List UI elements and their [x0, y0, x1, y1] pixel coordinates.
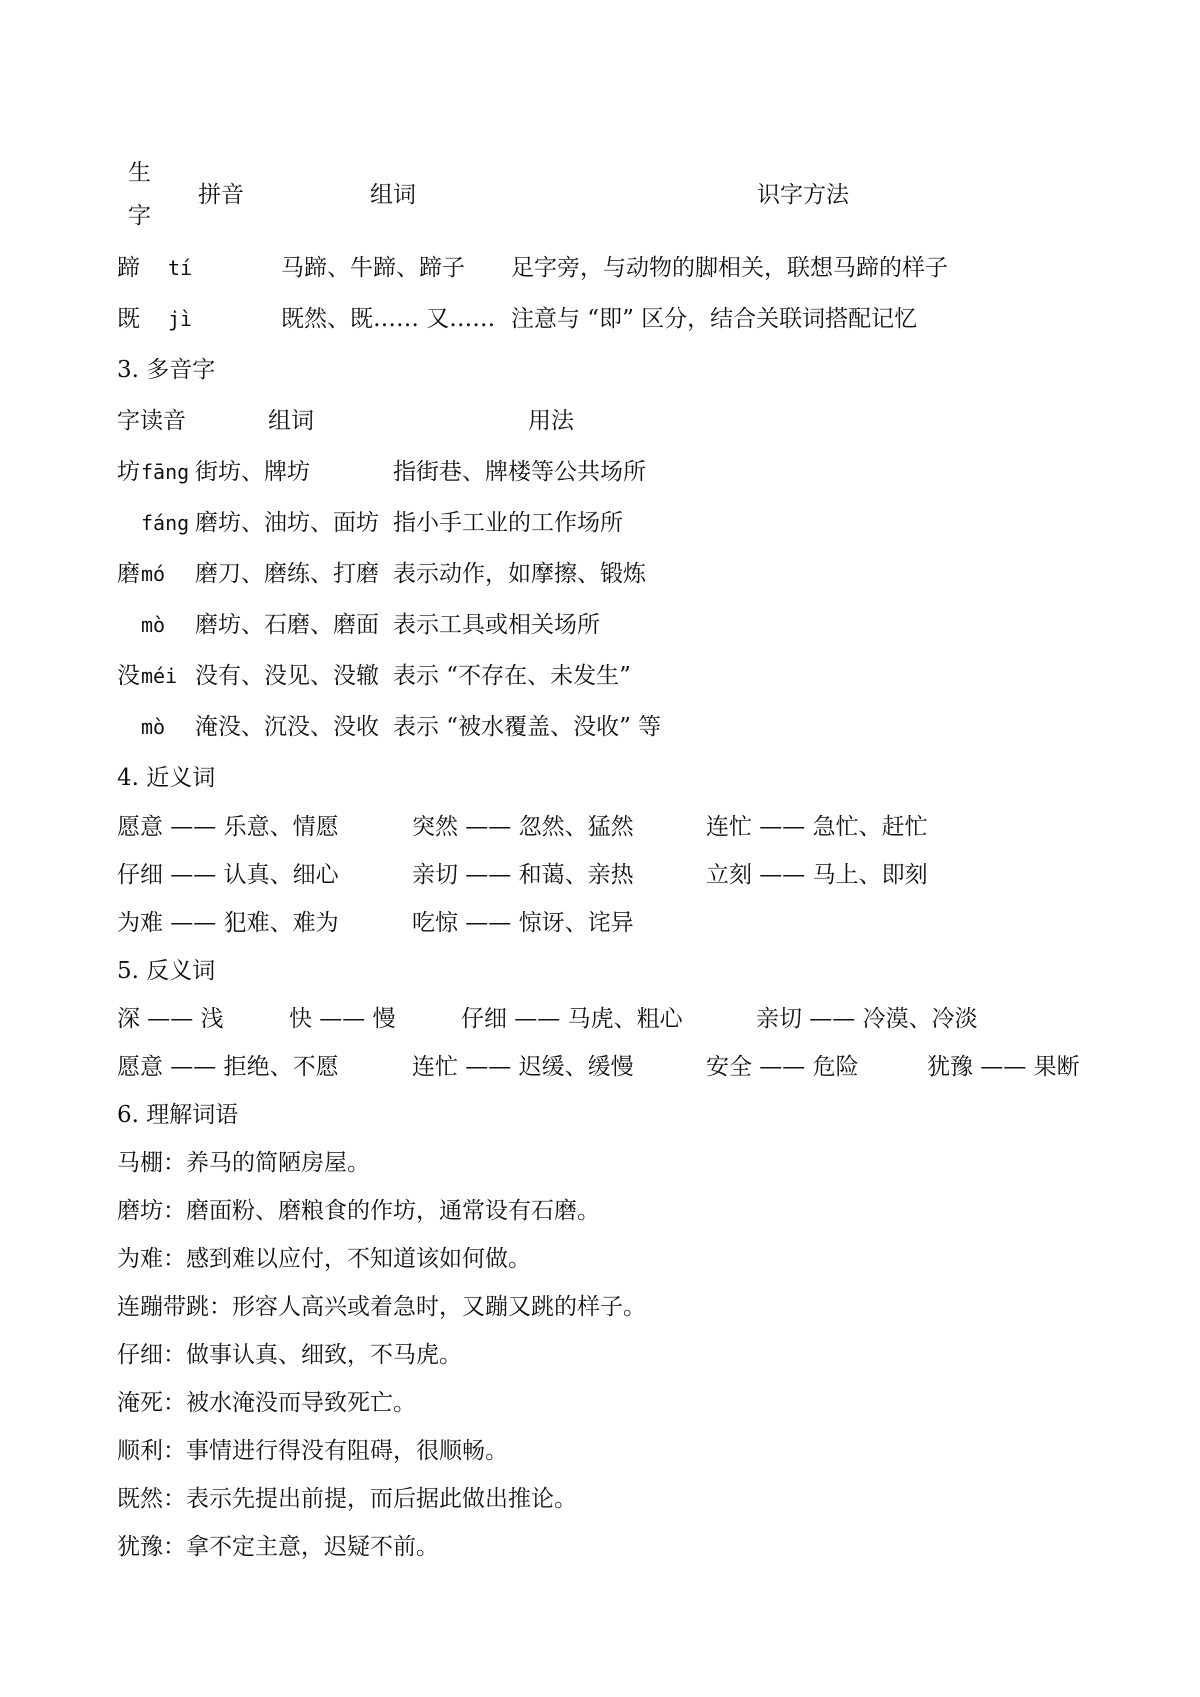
synonym-item: 吃惊 —— 惊讶、诧异 — [412, 910, 634, 936]
row-usage: 指街巷、牌楼等公共场所 — [393, 459, 646, 485]
antonym-item: 愿意 —— 拒绝、不愿 — [117, 1054, 339, 1080]
synonym-item: 亲切 —— 和蔼、亲热 — [412, 862, 634, 888]
row-usage: 表示 “被水覆盖、没收” 等 — [393, 714, 662, 740]
row-char: 既 — [117, 306, 140, 332]
row-words: 磨坊、石磨、磨面 — [195, 612, 379, 638]
synonym-item: 愿意 —— 乐意、情愿 — [117, 814, 339, 840]
antonym-item: 犹豫 —— 果断 — [927, 1054, 1080, 1080]
row-words: 街坊、牌坊 — [195, 459, 310, 485]
header-usage: 用法 — [528, 408, 574, 434]
row-words: 马蹄、牛蹄、蹄子 — [281, 255, 465, 281]
definition-item: 淹死：被水淹没而导致死亡。 — [117, 1390, 416, 1416]
row-method: 足字旁，与动物的脚相关，联想马蹄的样子 — [511, 255, 948, 281]
row-method: 注意与 “即” 区分，结合关联词搭配记忆 — [511, 306, 918, 332]
antonym-item: 亲切 —— 冷漠、冷淡 — [756, 1006, 978, 1032]
definition-item: 磨坊：磨面粉、磨粮食的作坊，通常设有石磨。 — [117, 1198, 600, 1224]
header-method: 识字方法 — [757, 182, 849, 208]
row-char: 磨 — [117, 561, 140, 587]
definition-item: 为难：感到难以应付，不知道该如何做。 — [117, 1246, 531, 1272]
row-char: 蹄 — [117, 255, 140, 281]
row-char: 没 — [117, 663, 140, 689]
row-pinyin: mò — [141, 715, 166, 739]
row-usage: 指小手工业的工作场所 — [393, 510, 623, 536]
row-usage: 表示工具或相关场所 — [393, 612, 600, 638]
row-words: 既然、既…… 又…… — [281, 306, 496, 332]
row-pinyin: mò — [141, 613, 166, 637]
row-pinyin: fáng — [141, 511, 190, 535]
definition-item: 犹豫：拿不定主意，迟疑不前。 — [117, 1534, 439, 1560]
synonym-item: 立刻 —— 马上、即刻 — [706, 862, 928, 888]
row-pinyin: méi — [141, 664, 178, 688]
header-words: 组词 — [370, 182, 416, 208]
synonym-item: 为难 —— 犯难、难为 — [117, 910, 339, 936]
synonym-item: 突然 —— 忽然、猛然 — [412, 814, 634, 840]
row-pinyin: jì — [168, 307, 193, 331]
row-char: 坊 — [117, 459, 140, 485]
section-heading: 3. 多音字 — [117, 357, 216, 383]
antonym-item: 连忙 —— 迟缓、缓慢 — [412, 1054, 634, 1080]
synonym-item: 连忙 —— 急忙、赶忙 — [706, 814, 928, 840]
definition-item: 马棚：养马的简陋房屋。 — [117, 1150, 370, 1176]
definition-item: 顺利：事情进行得没有阻碍，很顺畅。 — [117, 1438, 508, 1464]
row-usage: 表示动作，如摩擦、锻炼 — [393, 561, 646, 587]
antonym-item: 深 —— 浅 — [117, 1006, 224, 1032]
definition-item: 仔细：做事认真、细致，不马虎。 — [117, 1342, 462, 1368]
definition-item: 既然：表示先提出前提，而后据此做出推论。 — [117, 1486, 577, 1512]
row-words: 磨坊、油坊、面坊 — [195, 510, 379, 536]
row-pinyin: fāng — [141, 460, 190, 484]
row-pinyin: mó — [141, 562, 166, 586]
row-pinyin: tí — [168, 256, 193, 280]
header-pinyin: 拼音 — [198, 182, 244, 208]
header-char-top: 生 — [128, 160, 151, 186]
header-words: 组词 — [268, 408, 314, 434]
row-words: 淹没、沉没、没收 — [195, 714, 379, 740]
definition-item: 连蹦带跳：形容人高兴或着急时，又蹦又跳的样子。 — [117, 1294, 646, 1320]
synonym-item: 仔细 —— 认真、细心 — [117, 862, 339, 888]
section-heading: 5. 反义词 — [117, 958, 216, 984]
row-words: 没有、没见、没辙 — [195, 663, 379, 689]
antonym-item: 仔细 —— 马虎、粗心 — [461, 1006, 683, 1032]
row-usage: 表示 “不存在、未发生” — [393, 663, 631, 689]
antonym-item: 安全 —— 危险 — [706, 1054, 859, 1080]
row-words: 磨刀、磨练、打磨 — [195, 561, 379, 587]
header-char-bottom: 字 — [128, 203, 151, 229]
header-char-reading: 字读音 — [117, 408, 186, 434]
section-heading: 6. 理解词语 — [117, 1102, 239, 1128]
antonym-item: 快 —— 慢 — [289, 1006, 396, 1032]
section-heading: 4. 近义词 — [117, 765, 216, 791]
